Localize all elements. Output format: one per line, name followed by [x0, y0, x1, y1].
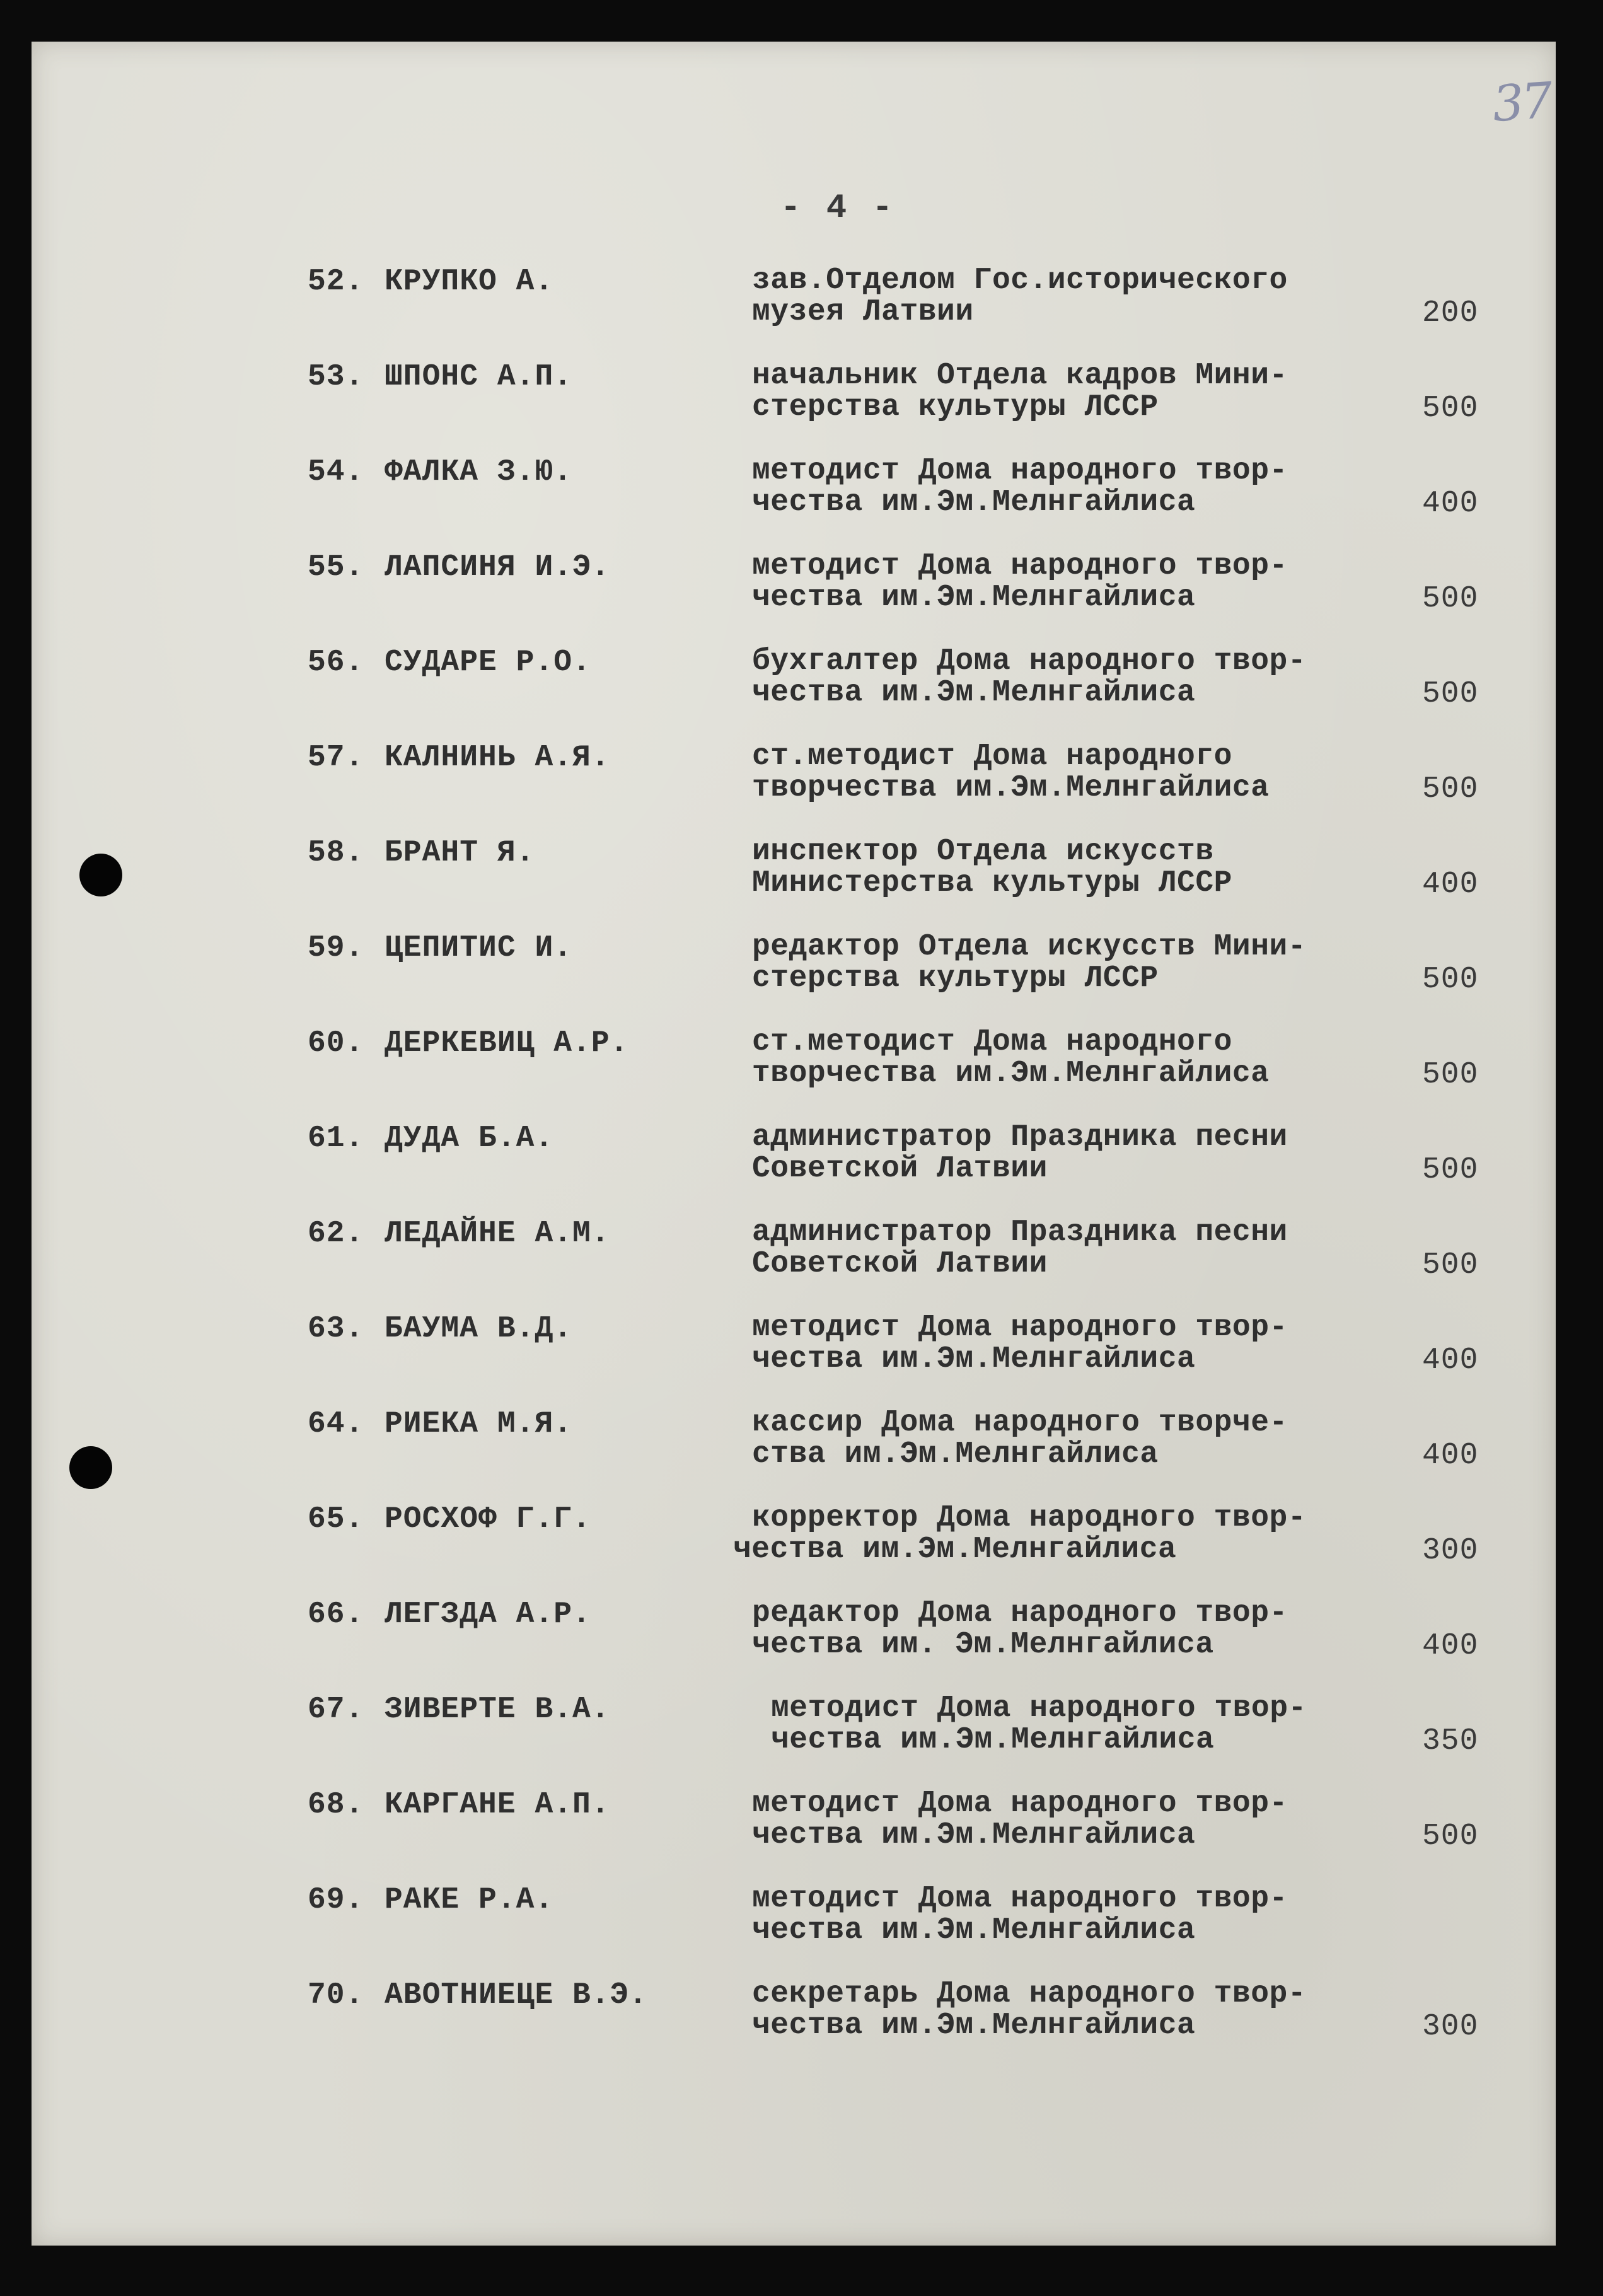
list-entry: [0, 1308, 1603, 1384]
entry-name: СУДАРЕ Р.О.: [385, 646, 591, 680]
entry-amount: 500: [1422, 1248, 1479, 1282]
entry-name: ШПОНС А.П.: [385, 360, 573, 394]
entry-number: 67.: [308, 1693, 364, 1727]
entry-position: секретарь Дома народного твор- чества им.Эм.Мелнгайлиса: [752, 1977, 1307, 2043]
entry-number: 53.: [308, 360, 364, 394]
entry-name: ЛАПСИНЯ И.Э.: [385, 550, 610, 584]
list-entry: [0, 547, 1603, 622]
entry-position: корректор Дома народного твор- чества им.Эм.Мелнгайлиса: [733, 1501, 1307, 1567]
entry-name: БАУМА В.Д.: [385, 1312, 573, 1346]
entry-position: администратор Праздника песни Советской Латвии: [752, 1120, 1288, 1186]
entry-number: 65.: [308, 1502, 364, 1536]
entry-number: 66.: [308, 1597, 364, 1632]
folio-mark: 37: [1490, 72, 1553, 134]
list-entry: [0, 451, 1603, 527]
entry-position: инспектор Отдела искусств Министерства культуры ЛССР: [752, 835, 1232, 900]
list-entry: [0, 1023, 1603, 1098]
list-entry: [0, 1594, 1603, 1669]
entry-position: ст.методист Дома народного творчества им.Эм.Мелнгайлиса: [752, 739, 1270, 805]
entry-amount: 400: [1422, 487, 1479, 521]
page-number: - 4 -: [780, 189, 896, 228]
entry-amount: 500: [1422, 582, 1479, 616]
entry-amount: 500: [1422, 1153, 1479, 1187]
entry-position: администратор Праздника песни Советской Латвии: [752, 1215, 1288, 1281]
entry-number: 68.: [308, 1788, 364, 1822]
list-entry: [0, 1879, 1603, 1955]
entry-position: редактор Дома народного твор- чества им. Эм.Мелнгайлиса: [752, 1596, 1288, 1662]
list-entry: [0, 1499, 1603, 1574]
entry-number: 58.: [308, 836, 364, 870]
entry-position: кассир Дома народного творче- ства им.Эм.Мелнгайлиса: [752, 1406, 1288, 1471]
entry-number: 64.: [308, 1407, 364, 1441]
entry-number: 69.: [308, 1883, 364, 1917]
entry-number: 56.: [308, 646, 364, 680]
entry-amount: 350: [1422, 1724, 1479, 1758]
list-entry: [0, 1784, 1603, 1860]
list-entry: [0, 832, 1603, 908]
entry-name: КАРГАНЕ А.П.: [385, 1788, 610, 1822]
entry-position: методист Дома народного твор- чества им.Эм.Мелнгайлиса: [752, 549, 1288, 615]
list-entry: [0, 1689, 1603, 1765]
entry-amount: 500: [1422, 391, 1479, 426]
entry-name: ЗИВЕРТЕ В.А.: [385, 1693, 610, 1727]
entry-name: БРАНТ Я.: [385, 836, 535, 870]
entry-position: зав.Отделом Гос.исторического музея Латвии: [752, 264, 1288, 329]
entry-name: ЛЕДАЙНЕ А.М.: [385, 1217, 610, 1251]
entry-number: 54.: [308, 455, 364, 489]
list-entry: [0, 1118, 1603, 1193]
entry-amount: 500: [1422, 1058, 1479, 1092]
list-entry: [0, 642, 1603, 717]
list-entry: [0, 1974, 1603, 2050]
entry-number: 63.: [308, 1312, 364, 1346]
entry-name: ДЕРКЕВИЦ А.Р.: [385, 1026, 629, 1060]
entry-number: 61.: [308, 1122, 364, 1156]
entry-position: начальник Отдела кадров Мини- стерства культуры ЛССР: [752, 359, 1288, 424]
list-entry: [0, 927, 1603, 1003]
list-entry: [0, 1403, 1603, 1479]
entry-name: АВОТНИЕЦЕ В.Э.: [385, 1978, 648, 2012]
entry-position: методист Дома народного твор- чества им.Эм.Мелнгайлиса: [752, 454, 1288, 519]
entry-position: бухгалтер Дома народного твор- чества им.Эм.Мелнгайлиса: [752, 644, 1307, 710]
entry-amount: 500: [1422, 772, 1479, 806]
entry-number: 52.: [308, 265, 364, 299]
entry-position: методист Дома народного твор- чества им.Эм.Мелнгайлиса: [771, 1691, 1307, 1757]
entry-number: 70.: [308, 1978, 364, 2012]
entry-amount: 500: [1422, 963, 1479, 997]
entry-amount: 400: [1422, 867, 1479, 902]
list-entry: [0, 261, 1603, 337]
entry-name: КРУПКО А.: [385, 265, 554, 299]
entry-number: 57.: [308, 741, 364, 775]
entry-name: ЦЕПИТИС И.: [385, 931, 573, 965]
entry-position: редактор Отдела искусств Мини- стерства культуры ЛССР: [752, 930, 1307, 995]
entry-amount: 200: [1422, 296, 1479, 330]
entry-amount: 300: [1422, 2010, 1479, 2044]
entry-amount: 500: [1422, 677, 1479, 711]
entry-name: РОСХОФ Г.Г.: [385, 1502, 591, 1536]
entry-name: ДУДА Б.А.: [385, 1122, 554, 1156]
entry-number: 59.: [308, 931, 364, 965]
entry-amount: 400: [1422, 1629, 1479, 1663]
entry-name: КАЛНИНЬ А.Я.: [385, 741, 610, 775]
list-entry: [0, 356, 1603, 432]
entry-position: методист Дома народного твор- чества им.Эм.Мелнгайлиса: [752, 1882, 1288, 1947]
entry-name: РИЕКА М.Я.: [385, 1407, 573, 1441]
list-entry: [0, 737, 1603, 813]
entry-position: методист Дома народного твор- чества им.Эм.Мелнгайлиса: [752, 1311, 1288, 1376]
entry-amount: 400: [1422, 1439, 1479, 1473]
entry-amount: 400: [1422, 1343, 1479, 1377]
entry-amount: 300: [1422, 1534, 1479, 1568]
entry-position: методист Дома народного твор- чества им.Эм.Мелнгайлиса: [752, 1787, 1288, 1852]
entry-name: РАКЕ Р.А.: [385, 1883, 554, 1917]
list-entry: [0, 1213, 1603, 1289]
entry-number: 62.: [308, 1217, 364, 1251]
entry-name: ЛЕГЗДА А.Р.: [385, 1597, 591, 1632]
entry-amount: 500: [1422, 1819, 1479, 1853]
entry-number: 55.: [308, 550, 364, 584]
entry-name: ФАЛКА З.Ю.: [385, 455, 573, 489]
entry-number: 60.: [308, 1026, 364, 1060]
entry-position: ст.методист Дома народного творчества им.Эм.Мелнгайлиса: [752, 1025, 1270, 1091]
